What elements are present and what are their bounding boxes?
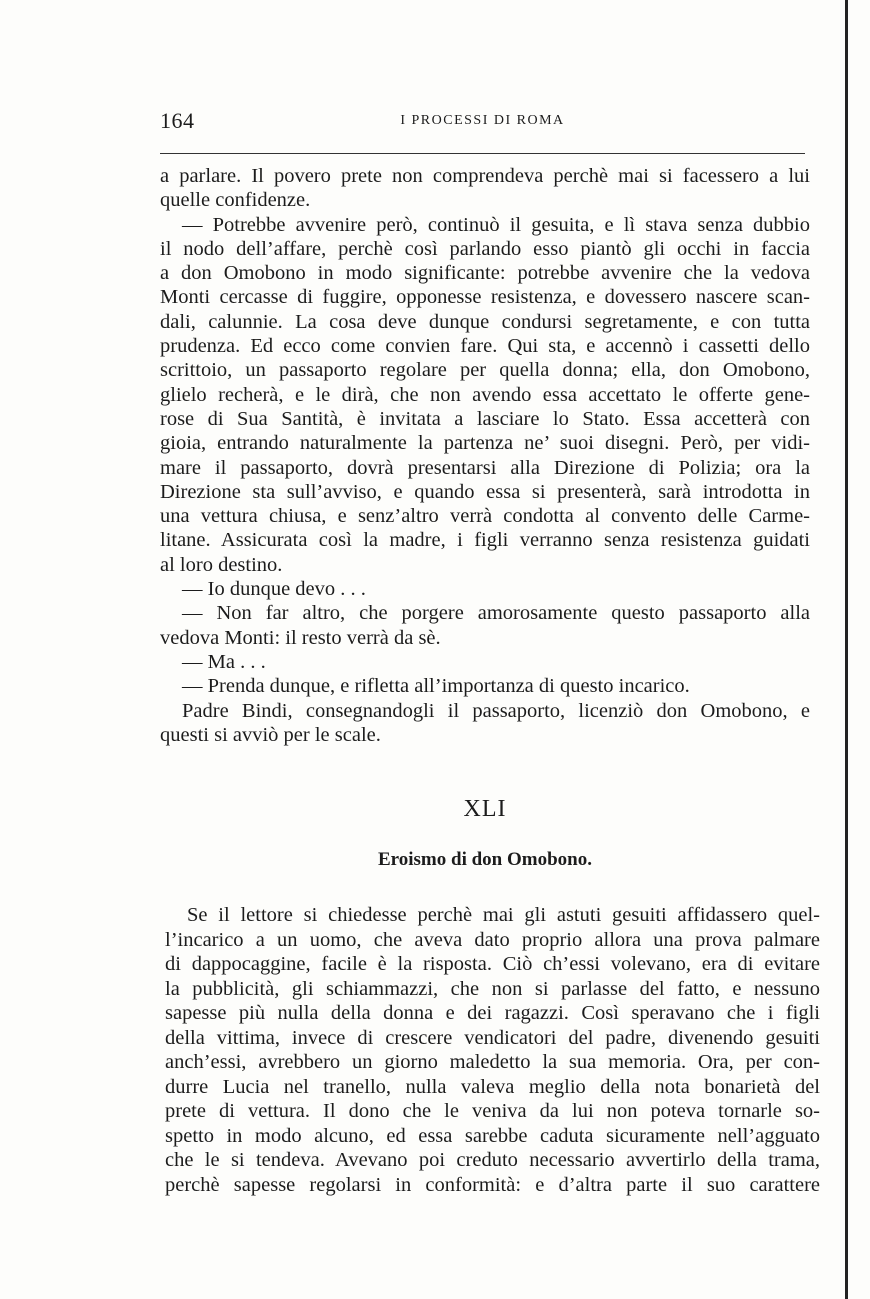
header-rule	[160, 153, 805, 154]
page-edge-shadow	[845, 0, 848, 1299]
text-line: litane. Assicurata così la madre, i figli verranno senza resistenza guidati	[160, 529, 810, 552]
text-line: una vettura chiusa, e senz’altro verrà condotta al convento delle Carme-	[160, 505, 810, 528]
text-line: quelle confidenze.	[160, 189, 311, 212]
text-line: — Non far altro, che porgere amorosamente questo passaporto alla	[182, 602, 810, 625]
text-block-1	[160, 164, 810, 747]
text-line: durre Lucia nel tranello, nulla valeva meglio della nota bonarietà del	[165, 1075, 820, 1098]
page-header	[160, 104, 805, 134]
text-line: — Ma . . .	[182, 650, 266, 673]
text-line: il nodo dell’affare, perchè così parlando esso piantò gli occhi in faccia	[160, 237, 810, 260]
text-line: — Potrebbe avvenire però, continuò il gesuita, e lì stava senza dubbio	[182, 213, 810, 236]
chapter-title: Eroismo di don Omobono.	[378, 849, 592, 870]
text-line: anch’essi, avrebbero un giorno maledetto la sua memoria. Ora, per con-	[165, 1051, 820, 1073]
text-line: di dappocaggine, facile è la risposta. Ciò ch’essi volevano, era di evitare	[165, 953, 820, 975]
text-line: prete di vettura. Il dono che le veniva da lui non poteva tornarle so-	[165, 1100, 820, 1122]
running-title: I PROCESSI DI ROMA	[400, 113, 565, 128]
text-line: la pubblicità, gli schiammazzi, che non si parlasse del fatto, e nessuno	[165, 977, 820, 1000]
text-line: sapesse più nulla della donna e dei ragazzi. Così speravano che i figli	[165, 1002, 820, 1024]
text-line: a don Omobono in modo significante: potrebbe avvenire che la vedova	[160, 262, 810, 285]
text-line: mare il passaporto, dovrà presentarsi alla Direzione di Polizia; ora la	[160, 456, 810, 479]
text-line: — Prenda dunque, e rifletta all’importanza di questo incarico.	[182, 675, 690, 698]
text-line: Direzione sta sull’avviso, e quando essa si presenterà, sarà introdotta in	[160, 480, 810, 503]
text-line: Monti cercasse di fuggire, opponesse resistenza, e dovessero nascere scan-	[160, 286, 810, 309]
text-line: a parlare. Il povero prete non comprendeva perchè mai si facessero a lui	[160, 165, 810, 187]
text-line: gioia, entrando naturalmente la partenza ne’ suoi disegni. Però, per vidi-	[160, 432, 810, 455]
text-line: Se il lettore si chiedesse perchè mai gli astuti gesuiti affidassero quel-	[187, 904, 820, 926]
text-line: perchè sapesse regolarsi in conformità: e d’altra parte il suo carattere	[165, 1173, 820, 1196]
text-line: spetto in modo alcuno, ed essa sarebbe caduta sicuramente nell’agguato	[165, 1124, 820, 1147]
text-line: scrittoio, un passaporto regolare per quella donna; ella, don Omobono,	[160, 359, 810, 382]
chapter-number: XLI	[463, 796, 507, 822]
page-number: 164	[160, 108, 195, 133]
text-line: dali, calunnie. La cosa deve dunque condursi segretamente, e con tutta	[160, 310, 810, 333]
text-line: questi si avviò per le scale.	[160, 723, 381, 746]
text-block-2	[165, 903, 820, 1197]
text-line: rose di Sua Santità, è invitata a lasciare lo Stato. Essa accetterà con	[160, 407, 810, 430]
text-line: che le si tendeva. Avevano poi creduto necessario avvertirlo della trama,	[165, 1149, 820, 1171]
text-line: al loro destino.	[160, 553, 283, 576]
text-line: — Io dunque devo . . .	[182, 578, 366, 601]
text-line: della vittima, invece di crescere vendicatori del padre, divenendo gesuiti	[165, 1026, 820, 1049]
text-line: vedova Monti: il resto verrà da sè.	[160, 626, 441, 649]
text-line: prudenza. Ed ecco come convien fare. Qui sta, e accennò i cassetti dello	[160, 335, 810, 358]
text-line: glielo recherà, e le dirà, che non avendo essa accettato le offerte gene-	[160, 383, 810, 406]
text-line: Padre Bindi, consegnandogli il passaporto, licenziò don Omobono, e	[182, 699, 810, 722]
text-line: l’incarico a un uomo, che aveva dato proprio allora una prova palmare	[165, 928, 820, 951]
